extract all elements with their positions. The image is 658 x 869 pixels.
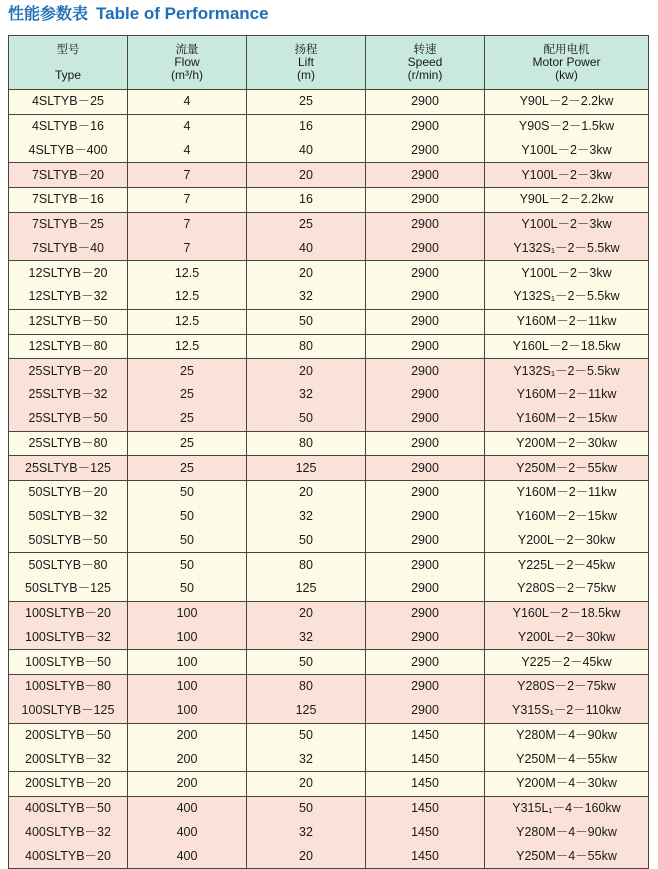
cell-lift: 25	[247, 90, 366, 115]
table-row	[9, 334, 649, 359]
header-flow: 流量 Flow (m³/h)	[128, 36, 247, 90]
cell-lift: 32	[247, 747, 366, 771]
cell-lift: 40	[247, 237, 366, 261]
cell-motor: Y280M－4－90kw	[485, 723, 649, 747]
cell-speed: 2900	[366, 383, 485, 407]
cell-type: 50SLTYB－80	[9, 553, 128, 577]
cell-motor: Y250M－2－55kw	[485, 456, 649, 481]
cell-lift: 80	[247, 334, 366, 359]
cell-motor: Y200L－2－30kw	[485, 626, 649, 650]
cell-type: 200SLTYB－20	[9, 772, 128, 797]
cell-speed: 1450	[366, 772, 485, 797]
cell-flow: 50	[128, 553, 247, 577]
cell-speed: 2900	[366, 237, 485, 261]
table-row	[9, 481, 649, 505]
table-row	[9, 796, 649, 820]
cell-lift: 20	[247, 261, 366, 285]
table-row	[9, 359, 649, 383]
cell-type: 100SLTYB－20	[9, 601, 128, 625]
cell-motor: Y160M－2－15kw	[485, 407, 649, 431]
cell-flow: 25	[128, 383, 247, 407]
cell-speed: 2900	[366, 114, 485, 138]
cell-motor: Y315L₁－4－160kw	[485, 796, 649, 820]
title-cn: 性能参数表	[8, 4, 89, 23]
table-row	[9, 626, 649, 650]
cell-flow: 25	[128, 456, 247, 481]
cell-speed: 2900	[366, 309, 485, 334]
cell-motor: Y200M－4－30kw	[485, 772, 649, 797]
cell-speed: 2900	[366, 407, 485, 431]
cell-type: 4SLTYB－16	[9, 114, 128, 138]
table-row	[9, 309, 649, 334]
cell-flow: 4	[128, 90, 247, 115]
cell-flow: 25	[128, 431, 247, 456]
table-row	[9, 675, 649, 699]
cell-motor: Y280S－2－75kw	[485, 577, 649, 601]
cell-motor: Y280S－2－75kw	[485, 675, 649, 699]
cell-type: 4SLTYB－25	[9, 90, 128, 115]
cell-flow: 4	[128, 114, 247, 138]
table-row	[9, 407, 649, 431]
table-row	[9, 553, 649, 577]
cell-flow: 12.5	[128, 261, 247, 285]
cell-speed: 2900	[366, 139, 485, 163]
cell-type: 4SLTYB－400	[9, 139, 128, 163]
cell-flow: 12.5	[128, 309, 247, 334]
table-row	[9, 747, 649, 771]
cell-speed: 2900	[366, 431, 485, 456]
table-row	[9, 821, 649, 845]
cell-lift: 20	[247, 481, 366, 505]
table-row	[9, 529, 649, 553]
cell-lift: 20	[247, 844, 366, 868]
cell-lift: 80	[247, 675, 366, 699]
cell-lift: 50	[247, 407, 366, 431]
cell-motor: Y132S₁－2－5.5kw	[485, 237, 649, 261]
cell-motor: Y225L－2－45kw	[485, 553, 649, 577]
cell-type: 7SLTYB－40	[9, 237, 128, 261]
cell-speed: 1450	[366, 821, 485, 845]
cell-motor: Y90S－2－1.5kw	[485, 114, 649, 138]
cell-type: 400SLTYB－32	[9, 821, 128, 845]
cell-type: 12SLTYB－32	[9, 285, 128, 309]
cell-type: 50SLTYB－32	[9, 505, 128, 529]
cell-lift: 50	[247, 309, 366, 334]
cell-speed: 2900	[366, 163, 485, 188]
cell-lift: 125	[247, 699, 366, 723]
cell-motor: Y100L－2－3kw	[485, 163, 649, 188]
cell-motor: Y160L－2－18.5kw	[485, 601, 649, 625]
cell-type: 100SLTYB－50	[9, 650, 128, 675]
table-row	[9, 114, 649, 138]
cell-speed: 2900	[366, 505, 485, 529]
cell-motor: Y100L－2－3kw	[485, 261, 649, 285]
cell-lift: 80	[247, 553, 366, 577]
table-row	[9, 431, 649, 456]
cell-motor: Y90L－2－2.2kw	[485, 90, 649, 115]
cell-motor: Y225－2－45kw	[485, 650, 649, 675]
cell-motor: Y100L－2－3kw	[485, 139, 649, 163]
cell-lift: 16	[247, 114, 366, 138]
cell-motor: Y250M－4－55kw	[485, 844, 649, 868]
cell-flow: 100	[128, 699, 247, 723]
cell-speed: 2900	[366, 212, 485, 236]
cell-flow: 12.5	[128, 285, 247, 309]
cell-type: 50SLTYB－20	[9, 481, 128, 505]
cell-flow: 4	[128, 139, 247, 163]
cell-flow: 50	[128, 505, 247, 529]
table-row	[9, 577, 649, 601]
cell-lift: 32	[247, 505, 366, 529]
table-row	[9, 650, 649, 675]
cell-speed: 2900	[366, 650, 485, 675]
cell-flow: 50	[128, 577, 247, 601]
cell-speed: 2900	[366, 553, 485, 577]
cell-speed: 1450	[366, 844, 485, 868]
performance-table	[8, 35, 649, 869]
cell-motor: Y160M－2－11kw	[485, 481, 649, 505]
title-en: Table of Performance	[96, 4, 269, 23]
cell-flow: 100	[128, 650, 247, 675]
table-row	[9, 163, 649, 188]
cell-flow: 200	[128, 772, 247, 797]
cell-type: 7SLTYB－25	[9, 212, 128, 236]
cell-speed: 2900	[366, 529, 485, 553]
cell-lift: 32	[247, 821, 366, 845]
header-motor-power: 配用电机 Motor Power (kw)	[485, 36, 649, 90]
cell-speed: 2900	[366, 334, 485, 359]
cell-speed: 2900	[366, 626, 485, 650]
cell-lift: 80	[247, 431, 366, 456]
cell-flow: 7	[128, 188, 247, 213]
cell-motor: Y132S₁－2－5.5kw	[485, 285, 649, 309]
cell-flow: 200	[128, 747, 247, 771]
cell-type: 400SLTYB－20	[9, 844, 128, 868]
cell-motor: Y315S₁－2－110kw	[485, 699, 649, 723]
cell-lift: 20	[247, 359, 366, 383]
cell-speed: 2900	[366, 699, 485, 723]
table-row	[9, 723, 649, 747]
cell-type: 50SLTYB－50	[9, 529, 128, 553]
cell-speed: 1450	[366, 796, 485, 820]
cell-motor: Y100L－2－3kw	[485, 212, 649, 236]
cell-motor: Y160M－2－15kw	[485, 505, 649, 529]
cell-speed: 2900	[366, 261, 485, 285]
table-row	[9, 139, 649, 163]
cell-lift: 32	[247, 285, 366, 309]
cell-type: 200SLTYB－50	[9, 723, 128, 747]
cell-flow: 7	[128, 163, 247, 188]
cell-type: 12SLTYB－80	[9, 334, 128, 359]
cell-flow: 100	[128, 601, 247, 625]
cell-flow: 7	[128, 212, 247, 236]
cell-lift: 32	[247, 383, 366, 407]
cell-motor: Y160L－2－18.5kw	[485, 334, 649, 359]
cell-type: 12SLTYB－20	[9, 261, 128, 285]
cell-motor: Y280M－4－90kw	[485, 821, 649, 845]
cell-flow: 25	[128, 359, 247, 383]
header-type: 型号 Type	[9, 36, 128, 90]
cell-speed: 2900	[366, 675, 485, 699]
cell-motor: Y160M－2－11kw	[485, 383, 649, 407]
cell-flow: 100	[128, 626, 247, 650]
cell-type: 12SLTYB－50	[9, 309, 128, 334]
table-row	[9, 505, 649, 529]
header-speed: 转速 Speed (r/min)	[366, 36, 485, 90]
cell-flow: 200	[128, 723, 247, 747]
cell-speed: 1450	[366, 723, 485, 747]
cell-lift: 20	[247, 772, 366, 797]
cell-speed: 2900	[366, 577, 485, 601]
cell-type: 25SLTYB－50	[9, 407, 128, 431]
cell-speed: 2900	[366, 456, 485, 481]
table-row	[9, 456, 649, 481]
cell-speed: 2900	[366, 90, 485, 115]
table-row	[9, 699, 649, 723]
table-row	[9, 237, 649, 261]
cell-motor: Y90L－2－2.2kw	[485, 188, 649, 213]
cell-flow: 100	[128, 675, 247, 699]
cell-lift: 50	[247, 796, 366, 820]
cell-flow: 400	[128, 821, 247, 845]
cell-flow: 400	[128, 796, 247, 820]
cell-lift: 25	[247, 212, 366, 236]
cell-flow: 12.5	[128, 334, 247, 359]
table-row	[9, 90, 649, 115]
cell-speed: 2900	[366, 285, 485, 309]
cell-lift: 20	[247, 163, 366, 188]
cell-lift: 125	[247, 577, 366, 601]
cell-speed: 2900	[366, 601, 485, 625]
table-row	[9, 188, 649, 213]
cell-type: 400SLTYB－50	[9, 796, 128, 820]
cell-lift: 20	[247, 601, 366, 625]
cell-speed: 2900	[366, 481, 485, 505]
cell-lift: 32	[247, 626, 366, 650]
cell-type: 200SLTYB－32	[9, 747, 128, 771]
cell-speed: 1450	[366, 747, 485, 771]
cell-type: 25SLTYB－80	[9, 431, 128, 456]
cell-motor: Y132S₁－2－5.5kw	[485, 359, 649, 383]
cell-flow: 7	[128, 237, 247, 261]
table-row	[9, 844, 649, 868]
cell-type: 25SLTYB－20	[9, 359, 128, 383]
table-row	[9, 383, 649, 407]
cell-type: 100SLTYB－80	[9, 675, 128, 699]
table-row	[9, 285, 649, 309]
cell-motor: Y200M－2－30kw	[485, 431, 649, 456]
cell-lift: 50	[247, 650, 366, 675]
cell-lift: 50	[247, 723, 366, 747]
cell-motor: Y250M－4－55kw	[485, 747, 649, 771]
cell-speed: 2900	[366, 359, 485, 383]
cell-flow: 25	[128, 407, 247, 431]
table-row	[9, 772, 649, 797]
cell-speed: 2900	[366, 188, 485, 213]
cell-lift: 125	[247, 456, 366, 481]
cell-lift: 50	[247, 529, 366, 553]
cell-motor: Y160M－2－11kw	[485, 309, 649, 334]
table-header-row	[9, 36, 649, 90]
table-row	[9, 601, 649, 625]
cell-type: 7SLTYB－20	[9, 163, 128, 188]
header-lift: 扬程 Lift (m)	[247, 36, 366, 90]
cell-motor: Y200L－2－30kw	[485, 529, 649, 553]
cell-flow: 400	[128, 844, 247, 868]
cell-flow: 50	[128, 481, 247, 505]
table-row	[9, 261, 649, 285]
table-row	[9, 212, 649, 236]
cell-lift: 40	[247, 139, 366, 163]
cell-type: 25SLTYB－125	[9, 456, 128, 481]
cell-type: 7SLTYB－16	[9, 188, 128, 213]
cell-type: 100SLTYB－125	[9, 699, 128, 723]
cell-type: 50SLTYB－125	[9, 577, 128, 601]
cell-flow: 50	[128, 529, 247, 553]
cell-type: 25SLTYB－32	[9, 383, 128, 407]
cell-type: 100SLTYB－32	[9, 626, 128, 650]
page-title	[8, 3, 269, 25]
cell-lift: 16	[247, 188, 366, 213]
